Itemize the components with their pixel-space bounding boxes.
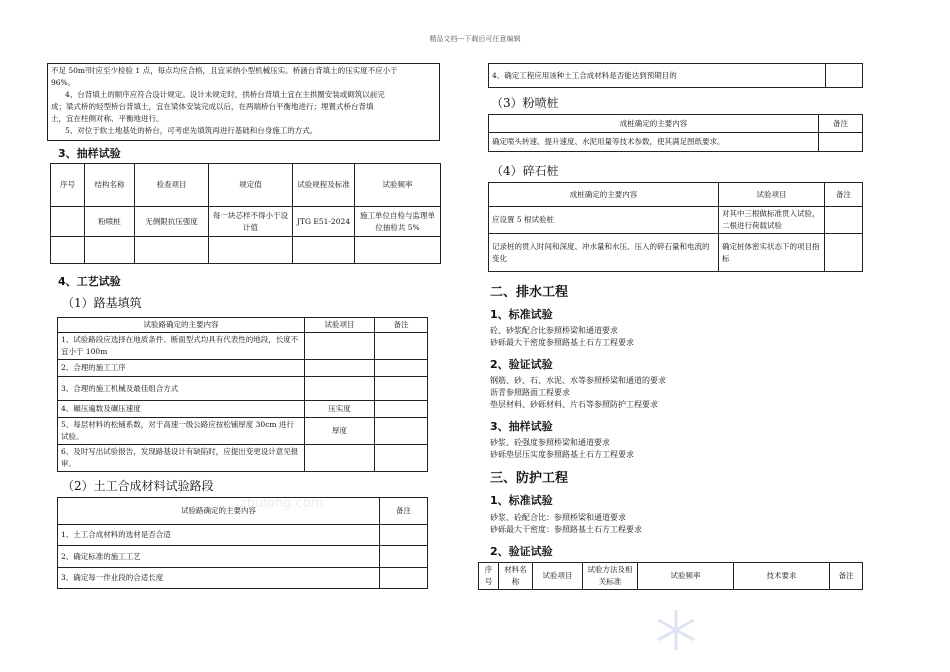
table-cell	[825, 234, 863, 272]
th-item: 检查项目	[135, 164, 209, 207]
table-cell	[375, 445, 428, 472]
drainage-verify-text	[490, 375, 666, 411]
table-cell: 1、土工合成材料的选材是否合适	[58, 525, 380, 546]
table-cell: 应设置 5 根试验桩	[489, 207, 719, 234]
text-line: 垫层材料、砂砾材料、片石等参照防护工程要求	[490, 400, 658, 409]
table-cell	[375, 360, 428, 377]
continued-text-box	[47, 63, 440, 141]
table-cell	[375, 377, 428, 401]
text-line: 不足 50m²时应至少检验 1 点，每点均应合格，且宜采纳小型机械压实。桥涵台背填土的压实度不应小于	[51, 66, 398, 75]
verification-table	[478, 562, 863, 590]
subsection-gravel-pile: （4）碎石桩	[491, 164, 559, 178]
table-cell: 5、每层材料的松铺系数，对于高速一级公路应按松铺厚度 30cm 进行试验。	[58, 418, 305, 445]
drainage-sampling-text	[490, 437, 634, 461]
roadbed-table	[57, 317, 428, 472]
table-cell: 3、合理的施工机械及最佳组合方式	[58, 377, 305, 401]
text-line: 钢筋、砂、石、水泥、水等参照桥梁和通道的要求	[490, 376, 666, 385]
section-title-protection: 三、防护工程	[490, 471, 569, 486]
th-standard: 试验规程及标准	[293, 164, 355, 207]
table-cell: 施工单位自检与监理单位抽检共 5%	[355, 207, 441, 237]
drainage-standard-title: 1、标准试验	[490, 308, 553, 321]
th-remark: 备注	[819, 115, 863, 133]
protection-standard-title: 1、标准试验	[490, 494, 553, 507]
subsection-powder-pile: （3）粉喷桩	[491, 96, 559, 110]
table-cell: 压实度	[305, 401, 375, 418]
table-cell: 确定桩体密实状态下的项目指标	[719, 234, 825, 272]
protection-verify-title: 2、验证试验	[490, 545, 553, 558]
section-title-drainage: 二、排水工程	[490, 285, 569, 300]
table-cell: 6、及时写出试验报告，发现路基设计有缺陷时，应提出变更设计意见报审。	[58, 445, 305, 472]
text-line: 成；梁式桥的轻型桥台背填土，宜在梁体安装完成以后，在两端桥台平衡地进行；埋置式桥台背填	[51, 102, 374, 111]
th-test-item: 试验项目	[305, 318, 375, 333]
table-cell: 无侧限抗压强度	[135, 207, 209, 237]
table-cell	[375, 401, 428, 418]
text-line: 96%。	[51, 78, 76, 87]
th-spec: 规定值	[209, 164, 293, 207]
th-remark: 备注	[375, 318, 428, 333]
table-cell	[305, 445, 375, 472]
table-cell: 粉喷桩	[85, 207, 135, 237]
table-cell	[51, 207, 85, 237]
th-test-item: 试验项目	[719, 183, 825, 207]
drainage-verify-title: 2、验证试验	[490, 358, 553, 371]
section-title-sampling: 3、抽样试验	[58, 147, 121, 160]
th-test-item: 试验项目	[533, 563, 583, 590]
text-line: 4、台背填土的顺序应符合设计规定。设计未规定时，拱桥台背填土宜在主拱圈安装或砌筑以前完	[65, 90, 385, 99]
th-method: 试验方法及相关标准	[583, 563, 638, 590]
subsection-geosynthetic: （2）土工合成材料试验路段	[62, 479, 214, 493]
th-content: 成桩确定的主要内容	[489, 115, 819, 133]
table-cell: JTG E51-2024	[293, 207, 355, 237]
th-tech-req: 技术要求	[734, 563, 830, 590]
table-cell	[375, 333, 428, 360]
text-line: 砂砾最大干密度参照路基土石方工程要求	[490, 338, 634, 347]
subsection-roadbed: （1）路基填筑	[62, 296, 142, 310]
th-content: 成桩确定的主要内容	[489, 183, 719, 207]
snowflake-logo-icon	[652, 606, 700, 654]
th-remark: 备注	[830, 563, 863, 590]
text-line: 砂砾垫层压实度参照路基土石方工程要求	[490, 450, 634, 459]
table-cell: 1、试验路段应选择在地质条件、断面型式均具有代表性的地段，长度不宜小于 100m	[58, 333, 305, 360]
gravel-pile-table	[488, 182, 863, 272]
sampling-table	[50, 163, 441, 264]
th-content: 试验路确定的主要内容	[58, 498, 380, 525]
table-cell	[825, 207, 863, 234]
table-cell: 2、合理的施工工序	[58, 360, 305, 377]
drainage-standard-text	[490, 325, 634, 349]
drainage-sampling-title: 3、抽样试验	[490, 420, 553, 433]
table-cell	[375, 418, 428, 445]
table-cell: 记录桩的贯入时间和深度、冲水量和水压、压入的碎石量和电流的变化	[489, 234, 719, 272]
text-line: 砂浆、砼配合比：参照桥梁和通道要求	[490, 513, 626, 522]
th-no: 序号	[51, 164, 85, 207]
table-cell: 确定喷头转速、提升速度、水泥用量等技术参数，使其满足图纸要求。	[489, 133, 819, 152]
table-cell	[305, 333, 375, 360]
th-frequency: 试验频率	[355, 164, 441, 207]
table-cell	[305, 377, 375, 401]
table-cell	[380, 568, 428, 589]
section-title-process: 4、工艺试验	[58, 275, 121, 288]
table-cell: 4、碾压遍数及碾压速度	[58, 401, 305, 418]
powder-pile-table	[488, 114, 863, 152]
table-cell: 厚度	[305, 418, 375, 445]
table-cell: 对其中三根做标准贯入试验，二根进行荷载试验	[719, 207, 825, 234]
protection-standard-text	[490, 512, 642, 536]
text-line: 土，宜在柱侧对称、平衡地进行。	[51, 114, 164, 123]
text-line: 沥青参照路面工程要求	[490, 388, 570, 397]
th-remark: 备注	[380, 498, 428, 525]
text-line: 砼、砂浆配合比参照桥梁和通道要求	[490, 326, 618, 335]
th-frequency: 试验频率	[638, 563, 734, 590]
geosynthetic-table	[57, 497, 428, 589]
page-header: 精品文档---下载后可任意编辑	[429, 35, 521, 43]
table-cell: 2、确定标准的施工工艺	[58, 546, 380, 568]
geosynthetic-table-continued	[488, 63, 863, 88]
text-line: 砂砾最大干密度：参照路基土石方工程要求	[490, 525, 642, 534]
watermark: zhulong.com	[240, 496, 324, 511]
table-cell	[305, 360, 375, 377]
text-line: 5、对位于软土地基处的桥台，可考虑先填筑再进行基础和台身施工的方式。	[65, 126, 318, 135]
table-cell: 4、确定工程应用该种土工合成材料是否能达到预期目的	[489, 64, 826, 88]
table-cell	[380, 546, 428, 568]
table-cell: 每一块芯样不得小于设计值	[209, 207, 293, 237]
table-cell: 3、确定每一作业段的合适长度	[58, 568, 380, 589]
table-cell	[380, 525, 428, 546]
text-line: 砂浆、砼强度参照桥梁和通道要求	[490, 438, 610, 447]
th-remark: 备注	[825, 183, 863, 207]
th-material: 材料名称	[499, 563, 533, 590]
th-no: 序号	[479, 563, 499, 590]
th-content: 试验路确定的主要内容	[58, 318, 305, 333]
th-structure: 结构名称	[85, 164, 135, 207]
